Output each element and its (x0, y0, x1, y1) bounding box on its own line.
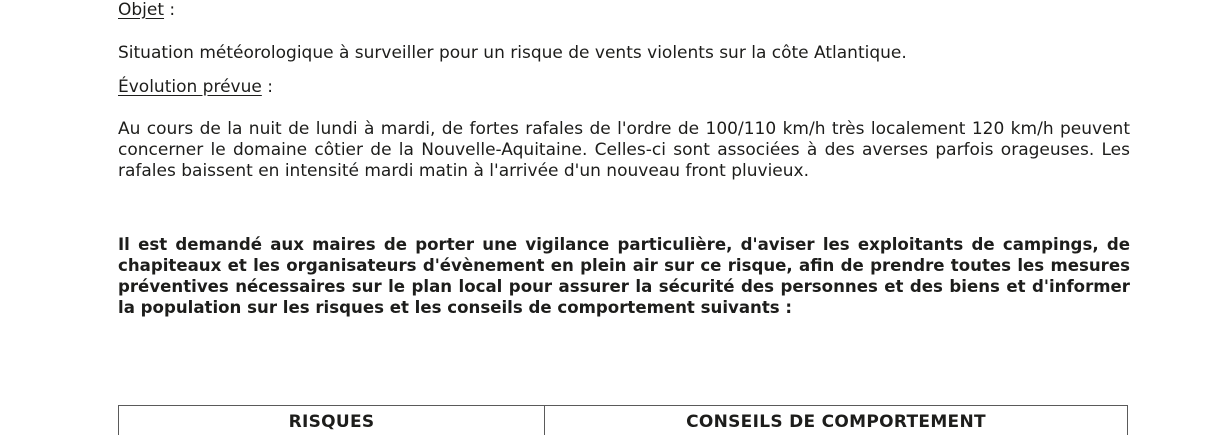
object-heading (118, 0, 175, 21)
object-label: Objet (118, 0, 165, 20)
advice-table (118, 405, 1128, 435)
evolution-heading (118, 77, 273, 98)
evolution-label-suffix: : (261, 77, 273, 97)
object-label-suffix: : (164, 0, 176, 20)
table-header-advice: CONSEILS DE COMPORTEMENT (686, 412, 986, 432)
evolution-label: Évolution prévue (118, 77, 262, 97)
evolution-text: Au cours de la nuit de lundi à mardi, de fortes rafales de l'ordre de 100/110 km/h très localement 120 km/h peuvent concerner le domaine côtier de la Nouvelle-Aquitaine. Celles-ci sont associées à des averses parfois orageuses. Les rafales baissent en intensité mardi matin à l'arrivée d'un nouveau front pluvieux. (118, 119, 1130, 181)
mayor-instruction: Il est demandé aux maires de porter une vigilance particulière, d'aviser les exploitants de campings, de chapiteaux et les organisateurs d'évènement en plein air sur ce risque, afin de prendre toutes les mesures préventives nécessaires sur le plan local pour assurer la sécurité des personnes et des biens et d'informer la population sur les risques et les conseils de comportement suivants : (118, 235, 1130, 317)
object-text: Situation météorologique à surveiller pour un risque de vents violents sur la côte Atlantique. (118, 43, 907, 63)
table-header-risks: RISQUES (119, 406, 545, 435)
